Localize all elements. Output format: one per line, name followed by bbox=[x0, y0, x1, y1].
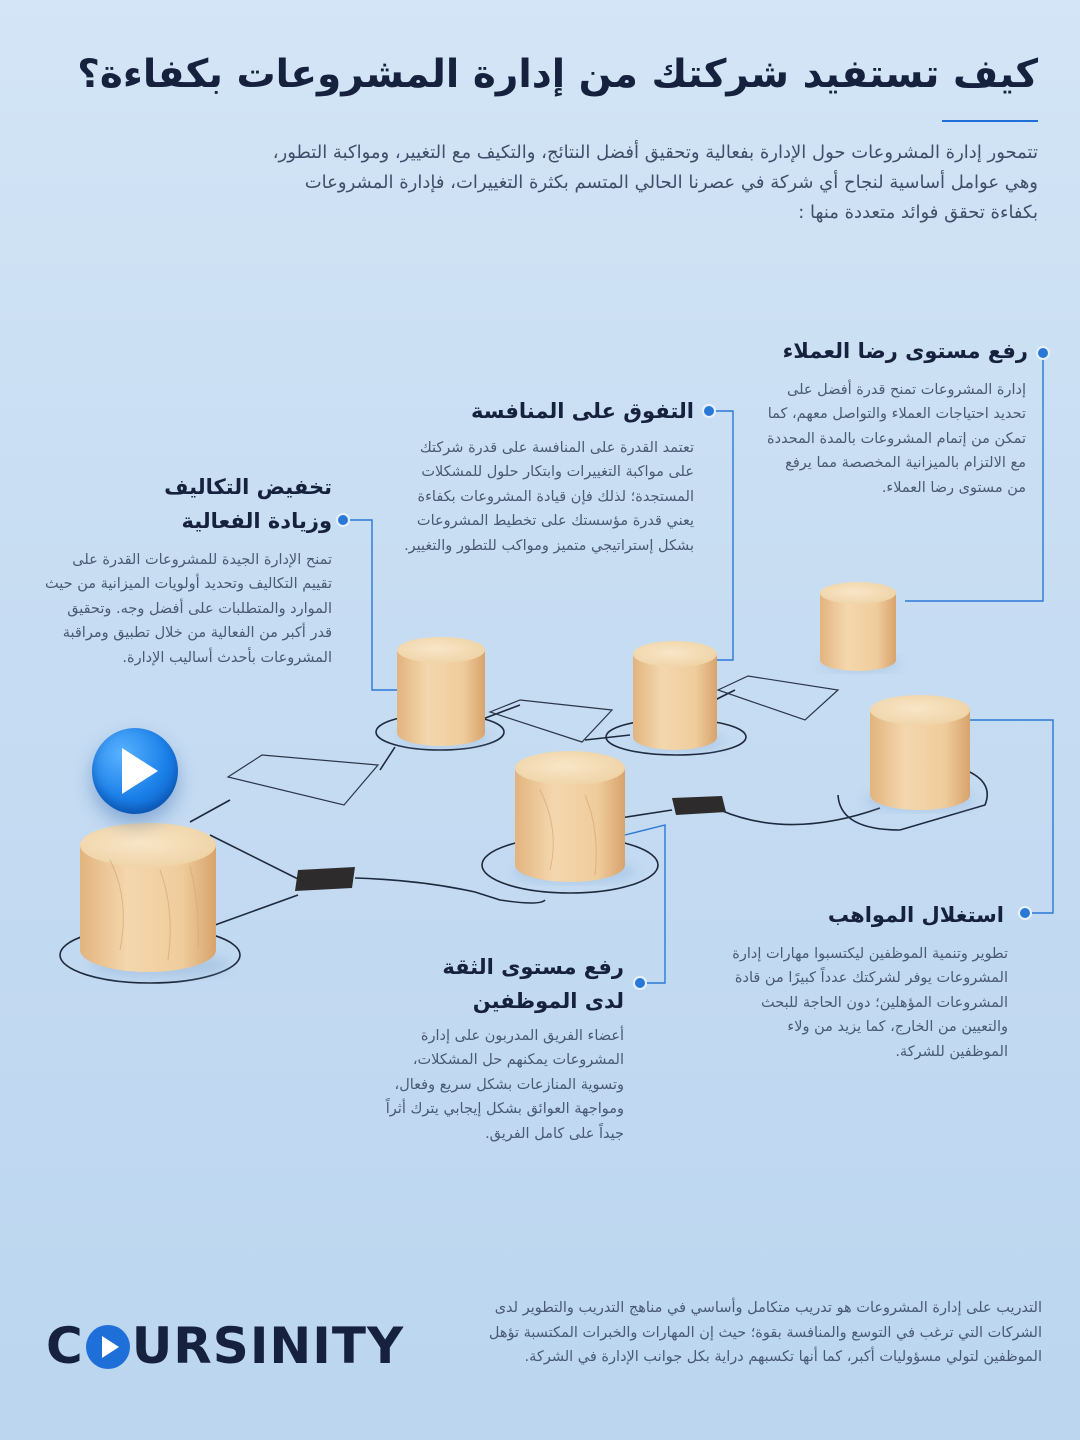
play-circle-icon bbox=[86, 1325, 130, 1369]
footer-paragraph: التدريب على إدارة المشروعات هو تدريب متكامل وأساسي في مناهج التدريب والتطوير لدى الشركات التي ترغب في التوسع والمنافسة بقوة؛ حيث إن المهارات والخبرات المكتسبة تؤهل الموظفين لتولي مسؤوليات أكبر، كما أنها تكسبهم دراية بكل جوانب الإدارة في الشركة. bbox=[488, 1300, 1042, 1366]
section-costs-title-line1: تخفيض التكاليف bbox=[164, 475, 332, 499]
section-trust-title bbox=[324, 950, 624, 1018]
section-costs-title bbox=[32, 470, 332, 538]
logo-suffix: URSINITY bbox=[131, 1317, 405, 1375]
coursinity-logo bbox=[46, 1316, 404, 1376]
bullet-costs bbox=[338, 515, 348, 525]
bullet-customers bbox=[1038, 348, 1048, 358]
dark-chips bbox=[295, 796, 726, 891]
section-competition-title: التفوق على المنافسة bbox=[471, 399, 694, 423]
section-competition-body: تعتمد القدرة على المنافسة على قدرة شركتك على مواكبة التغييرات وابتكار حلول للمشكلات المستجدة؛ لذلك فإن قيادة المشروعات بكفاءة يعني قدرة مؤسستك على تخطيط المشروعات بشكل إستراتيجي متميز ومواكب للتطور والتغيير. bbox=[404, 440, 694, 554]
play-button-icon[interactable] bbox=[92, 728, 178, 814]
page-title: كيف تستفيد شركتك من إدارة المشروعات بكفاءة؟ bbox=[77, 52, 1038, 97]
intro-paragraph: تتمحور إدارة المشروعات حول الإدارة بفعالية وتحقيق أفضل النتائج، والتكيف مع التغيير، ومواكبة التطور، وهي عوامل أساسية لنجاح أي شركة في عصرنا الحالي المتسم بكثرة التغييرات، فإدارة المشروعات بكفاءة تحقق فوائد متعددة منها : bbox=[272, 142, 1038, 223]
section-talent-body: تطوير وتنمية الموظفين ليكتسبوا مهارات إدارة المشروعات يوفر لشركتك عدداً كبيرًا من قادة المشروعات المؤهلين؛ دون الحاجة للبحث والتعيين من الخارج، كما يزيد من ولاء الموظفين للشركة. bbox=[732, 946, 1008, 1060]
section-customers-title: رفع مستوى رضا العملاء bbox=[782, 339, 1028, 363]
section-trust-title-line1: رفع مستوى الثقة bbox=[442, 955, 624, 979]
section-costs-body: تمنح الإدارة الجيدة للمشروعات القدرة على تقييم التكاليف وتحديد أولويات الميزانية من حيث الموارد والمتطلبات على أفضل وجه. وتحقيق قدر أكبر من الفعالية من خلال تطبيق ومراقبة المشروعات بأحدث أساليب الإدارة. bbox=[45, 552, 332, 666]
section-talent-title: استغلال المواهب bbox=[827, 903, 1004, 927]
section-customers-body: إدارة المشروعات تمنح قدرة أفضل على تحديد احتياجات العملاء والتواصل معهم، كما تمكن من إتمام المشروعات بالمدة المحددة مع الالتزام بالميزانية المخصصة مما يرفع من مستوى رضا العملاء. bbox=[767, 382, 1026, 496]
section-trust-title-line2: لدى الموظفين bbox=[472, 989, 624, 1013]
bullet-trust bbox=[635, 978, 645, 988]
section-costs-title-line2: وزيادة الفعالية bbox=[181, 509, 332, 533]
bullet-competition bbox=[704, 406, 714, 416]
bullet-talent bbox=[1020, 908, 1030, 918]
play-triangle bbox=[122, 748, 158, 794]
section-trust-body: أعضاء الفريق المدربون على إدارة المشروعات يمكنهم حل المشكلات، وتسوية المنازعات بشكل سريع وفعال، ومواجهة العوائق بشكل إيجابي يترك أثراً جيداً على كامل الفريق. bbox=[385, 1028, 624, 1142]
logo-prefix: C bbox=[46, 1317, 84, 1375]
